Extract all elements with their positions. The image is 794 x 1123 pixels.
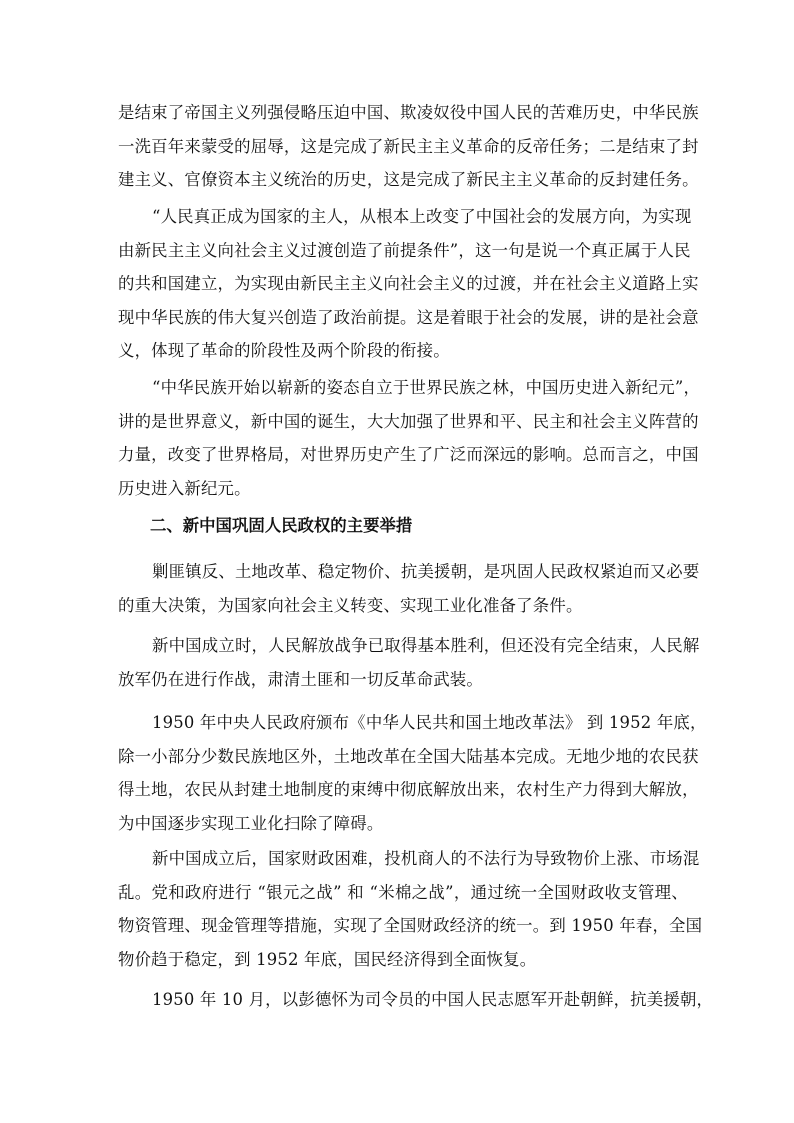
text-line: 乱。党和政府进行 “银元之战” 和 “米棉之战”，通过统一全国财政收支管理、 <box>118 882 688 902</box>
text-line: 义，体现了革命的阶段性及两个阶段的衔接。 <box>118 341 450 360</box>
text-line: 力量，改变了世界格局，对世界历史产生了广泛而深远的影响。总而言之，中国 <box>118 445 699 464</box>
paragraph-world-significance <box>118 371 701 505</box>
paragraph-land-reform <box>118 706 707 840</box>
text-line: 建主义、官僚资本主义统治的历史，这是完成了新民主主义革命的反封建任务。 <box>118 170 699 189</box>
text-line: 剿匪镇反、土地改革、稳定物价、抗美援朝，是巩固人民政权紧迫而又必要 <box>152 562 700 581</box>
text-line: 新中国成立后，国家财政困难，投机商人的不法行为导致物价上涨、市场混 <box>152 849 700 868</box>
paragraph-suppress-bandits <box>118 629 700 696</box>
text-line: “人民真正成为国家的主人，从根本上改变了中国社会的发展方向，为实现 <box>152 207 692 226</box>
text-line: 的共和国建立，为实现由新民主主义向社会主义的过渡，并在社会主义道路上实 <box>118 274 699 293</box>
paragraph-anti-imperialism <box>118 96 699 197</box>
text-line: 为中国逐步实现工业化扫除了障碍。 <box>118 813 384 833</box>
text-line: 除一小部分少数民族地区外，土地改革在全国大陆基本完成。无地少地的农民获 <box>118 746 699 766</box>
text-line: 是结束了帝国主义列强侵略压迫中国、欺凌奴役中国人民的苦难历史，中华民族 <box>118 103 699 122</box>
text-line: 1950 年中央人民政府颁布《中华人民共和国土地改革法》 到 1952 年底， <box>152 713 707 732</box>
paragraph-people-masters <box>118 200 699 368</box>
text-line: “中华民族开始以崭新的姿态自立于世界民族之林，中国历史进入新纪元”， <box>152 378 701 397</box>
text-line: 现中华民族的伟大复兴创造了政治前提。这是着眼于社会的发展，讲的是社会意 <box>118 307 699 327</box>
text-line: 新中国成立时，人民解放战争已取得基本胜利，但还没有完全结束，人民解 <box>152 636 700 655</box>
text-line: 得土地，农民从封建土地制度的束缚中彻底解放出来，农村生产力得到大解放， <box>118 780 699 799</box>
text-line: 讲的是世界意义，新中国的诞生，大大加强了世界和平、民主和社会主义阵营的 <box>118 411 699 431</box>
text-line: 由新民主主义向社会主义过渡创造了前提条件”，这一句是说一个真正属于人民 <box>118 240 691 260</box>
text-line: 1950 年 10 月，以彭德怀为司令员的中国人民志愿军开赴朝鲜，抗美援朝， <box>152 990 714 1009</box>
paragraph-korean-war <box>118 983 714 1017</box>
text-line: 的重大决策，为国家向社会主义转变、实现工业化准备了条件。 <box>118 595 583 615</box>
paragraph-key-decisions <box>118 555 700 622</box>
text-line: 物价趋于稳定，到 1952 年底，国民经济得到全面恢复。 <box>118 949 537 969</box>
text-line: 一洗百年来蒙受的屈辱，这是完成了新民主主义革命的反帝任务；二是结束了封 <box>118 136 699 156</box>
text-line: 放军仍在进行作战，肃清土匪和一切反革命武装。 <box>118 669 483 689</box>
paragraph-price-stabilization <box>118 842 703 976</box>
text-line: 物资管理、现金管理等措施，实现了全国财政经济的统一。到 1950 年春，全国 <box>118 916 703 935</box>
text-line: 历史进入新纪元。 <box>118 478 251 498</box>
section-heading: 二、新中国巩固人民政权的主要举措 <box>150 516 413 535</box>
